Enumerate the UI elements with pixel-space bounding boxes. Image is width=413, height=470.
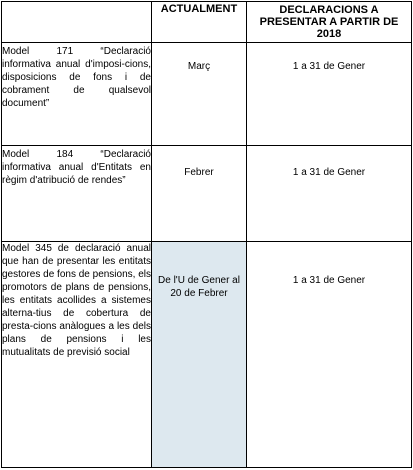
header-actualment bbox=[152, 2, 247, 43]
header-from-2018 bbox=[247, 2, 412, 43]
model-171-actualment-value: Març bbox=[187, 61, 211, 73]
header-col1-label bbox=[2, 2, 151, 41]
model-184-from-2018 bbox=[247, 146, 412, 242]
model-345-actualment-value: De l'U de Gener al 20 de Febrer bbox=[158, 275, 240, 300]
model-345-from-2018-value: 1 a 31 de Gener bbox=[292, 275, 366, 287]
header-from-2018-label: DECLARACIONS A PRESENTAR A PARTIR DE 2018 bbox=[259, 4, 399, 40]
model-345-text: Model 345 de declaració anual que han de presentar les entitats gestores de fons de pensions, els promotors de plans de pensions, les entitats acollides a sistemes alterna-tius de cobertura de presta-cions anàlogues a les dels plans de pensions i les mutualitats de previsió social bbox=[2, 243, 151, 359]
model-171-from-2018-value: 1 a 31 de Gener bbox=[292, 61, 366, 73]
model-184-description bbox=[2, 146, 152, 242]
table-row-model-184 bbox=[2, 146, 412, 242]
declarations-table bbox=[1, 1, 412, 468]
header-actualment-label: ACTUALMENT bbox=[160, 3, 238, 15]
model-171-text: Model 171 “Declaració informativa anual d'imposi-cions, disposicions de fons i de cobrament de qualsevol document” bbox=[2, 46, 151, 110]
header-empty-cell bbox=[2, 2, 152, 43]
table-row-model-171 bbox=[2, 43, 412, 146]
header-row bbox=[2, 2, 412, 43]
model-171-actualment bbox=[152, 43, 247, 146]
model-171-description bbox=[2, 43, 152, 146]
model-184-actualment bbox=[152, 146, 247, 242]
model-184-actualment-value: Febrer bbox=[184, 167, 214, 179]
model-171-from-2018 bbox=[247, 43, 412, 146]
table-row-model-345 bbox=[2, 242, 412, 468]
model-184-text: Model 184 “Declaració informativa anual d'Entitats en règim d'atribució de rendes” bbox=[2, 149, 151, 187]
model-345-actualment bbox=[152, 242, 247, 468]
model-345-from-2018 bbox=[247, 242, 412, 468]
model-345-description bbox=[2, 242, 152, 468]
model-184-from-2018-value: 1 a 31 de Gener bbox=[292, 167, 366, 179]
